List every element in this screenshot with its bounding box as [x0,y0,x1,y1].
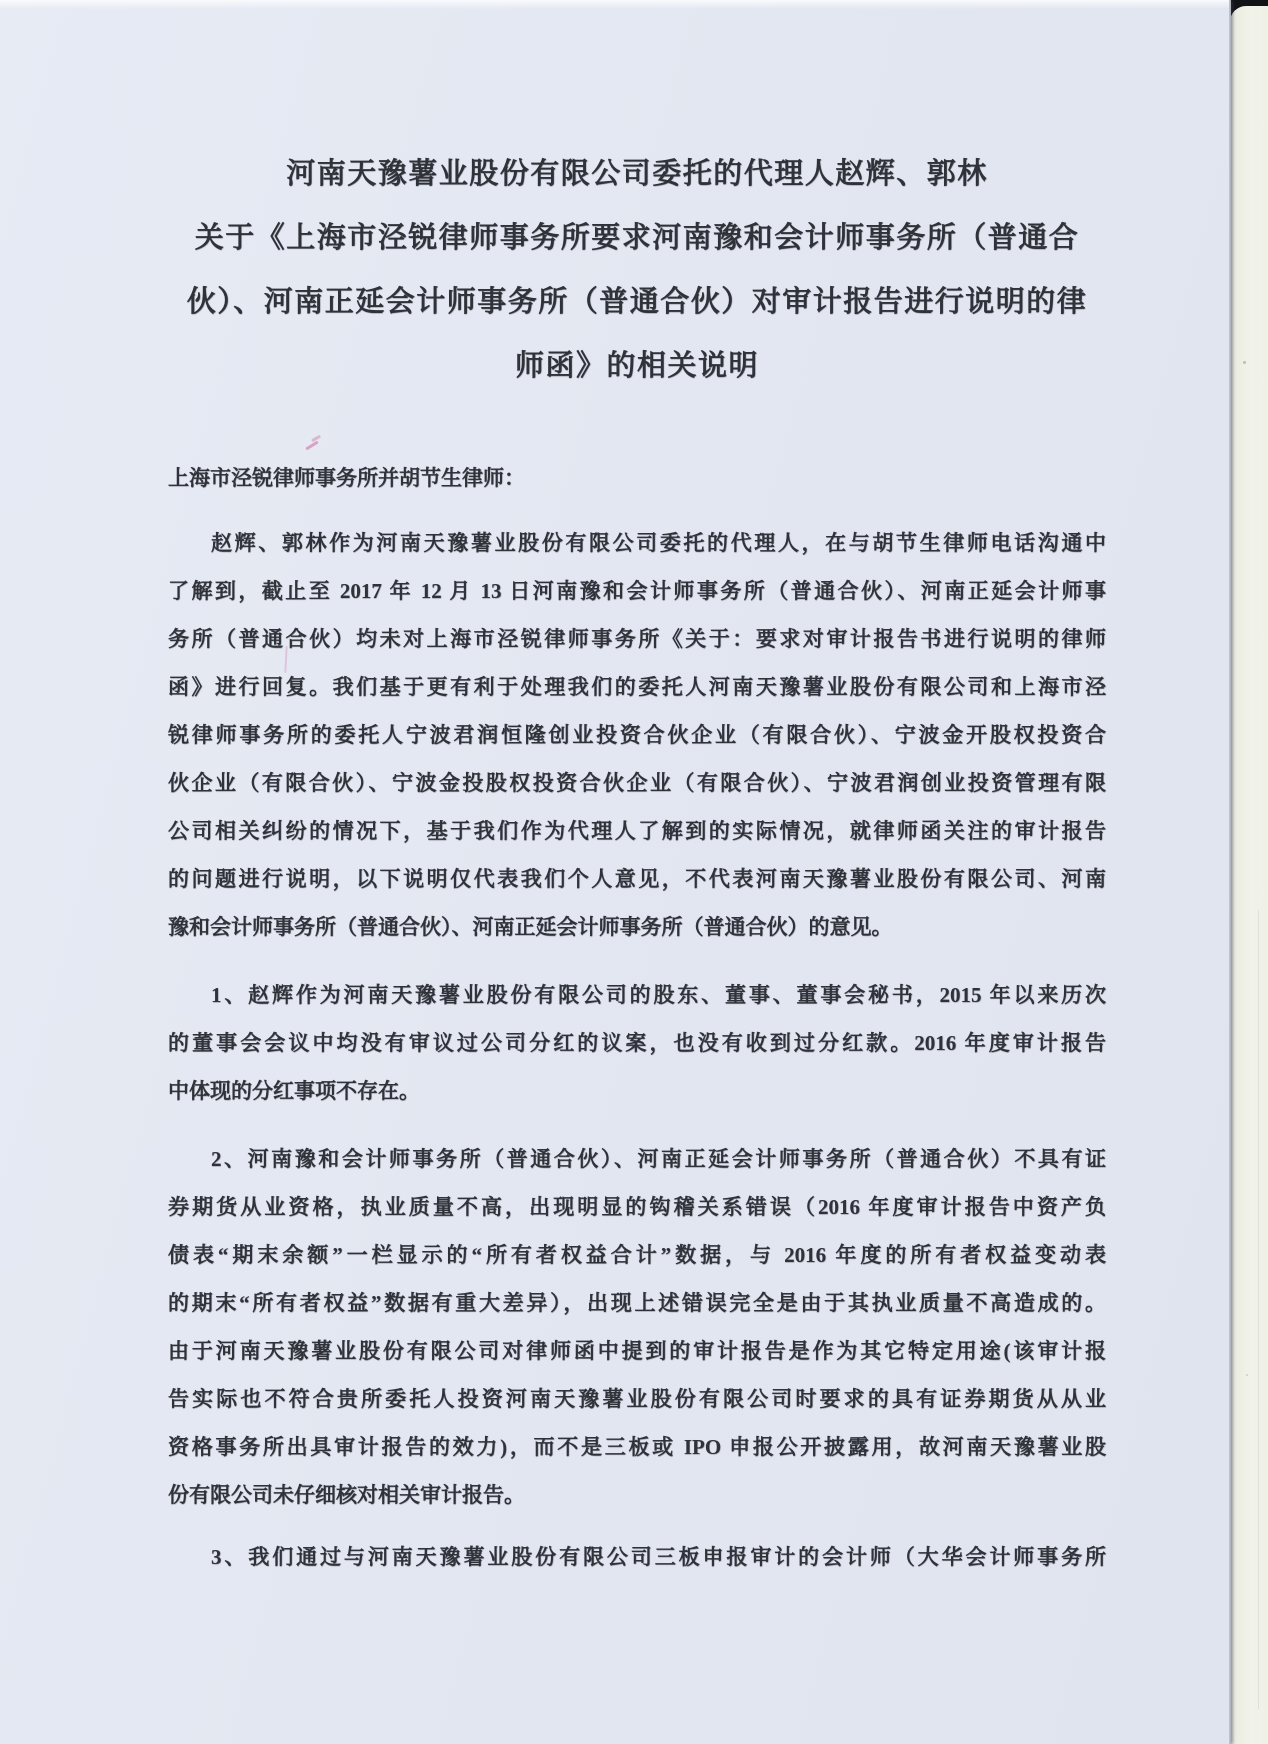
body-line: 豫和会计师事务所（普通合伙）、河南正延会计师事务所（普通合伙）的意见。 [168,915,893,939]
scan-speck [1246,1374,1248,1376]
salutation: 上海市泾锐律师事务所并胡节生律师： [168,466,525,490]
body-line: 函》进行回复。我们基于更有利于处理我们的委托人河南天豫薯业股份有限公司和上海市泾 [168,675,1106,699]
document-title [168,0,1106,398]
body-line: 份有限公司未仔细核对相关审计报告。 [168,1483,525,1507]
paragraph [168,1533,1106,1581]
body-line: 告实际也不符合贵所委托人投资河南天豫薯业股份有限公司时要求的具有证券期货从从业 [168,1387,1106,1411]
body-line: 券期货从业资格，执业质量不高，出现明显的钩稽关系错误（2016 年度审计报告中资产负 [168,1195,1106,1219]
body-line: 资格事务所出具审计报告的效力)，而不是三板或 IPO 申报公开披露用，故河南天豫薯业股 [168,1435,1106,1459]
document-body [168,0,1106,1581]
body-line: 中体现的分红事项不存在。 [168,1079,420,1103]
body-line: 锐律师事务所的委托人宁波君润恒隆创业投资合伙企业（有限合伙）、宁波金开股权投资合 [168,723,1106,747]
paragraph [168,971,1106,1115]
paragraph [168,1135,1106,1519]
pen-mark [303,434,325,454]
body-line: 伙企业（有限合伙）、宁波金投股权投资合伙企业（有限合伙）、宁波君润创业投资管理有限 [168,771,1106,795]
title-line: 关于《上海市泾锐律师事务所要求河南豫和会计师事务所（普通合 [194,222,1080,254]
body-line: 债表“期末余额”一栏显示的“所有者权益合计”数据，与 2016 年度的所有者权益变动表 [168,1243,1106,1267]
body-line: 2、河南豫和会计师事务所（普通合伙）、河南正延会计师事务所（普通合伙）不具有证 [211,1147,1106,1171]
body-line: 的期末“所有者权益”数据有重大差异），出现上述错误完全是由于其执业质量不高造成的。 [168,1291,1106,1315]
body-line: 3、我们通过与河南天豫薯业股份有限公司三板申报审计的会计师（大华会计师事务所 [211,1545,1106,1569]
body-line: 了解到，截止至 2017 年 12 月 13 日河南豫和会计师事务所（普通合伙）、河南正延会计师事 [168,579,1106,603]
body-line: 1、赵辉作为河南天豫薯业股份有限公司的股东、董事、董事会秘书，2015 年以来历次 [211,983,1106,1007]
scanner-bed [1230,0,1268,1744]
body-line: 由于河南天豫薯业股份有限公司对律师函中提到的审计报告是作为其它特定用途(该审计报 [168,1339,1106,1363]
backing-paper-edge [1230,6,1268,1744]
body-line: 的董事会会议中均没有审议过公司分红的议案，也没有收到过分红款。2016 年度审计报告 [168,1031,1106,1055]
body-line: 公司相关纠纷的情况下，基于我们作为代理人了解到的实际情况，就律师函关注的审计报告 [168,819,1106,843]
scan-speck [1243,361,1246,364]
title-line: 河南天豫薯业股份有限公司委托的代理人赵辉、郭林 [286,158,988,190]
body-line: 赵辉、郭林作为河南天豫薯业股份有限公司委托的代理人，在与胡节生律师电话沟通中 [211,531,1106,555]
title-line: 师函》的相关说明 [514,350,759,382]
body-line: 的问题进行说明，以下说明仅代表我们个人意见，不代表河南天豫薯业股份有限公司、河南 [168,867,1106,891]
paragraph [168,519,1106,951]
title-line: 伙）、河南正延会计师事务所（普通合伙）对审计报告进行说明的律 [186,286,1088,318]
body-line: 务所（普通合伙）均未对上海市泾锐律师事务所《关于：要求对审计报告书进行说明的律师 [168,627,1106,651]
